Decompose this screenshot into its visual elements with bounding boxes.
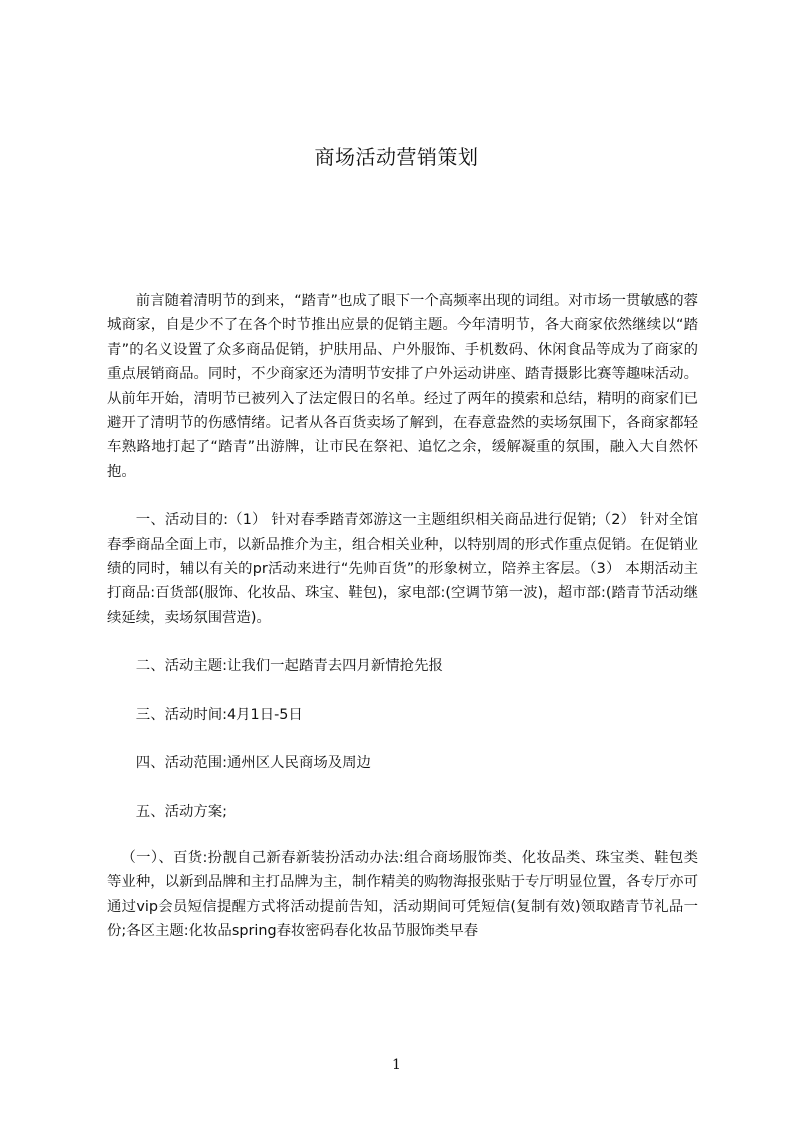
paragraph-activity-plan: 五、活动方案; [135,803,227,820]
document-title: 商场活动营销策划 [314,145,479,169]
paragraph-activity-purpose: 一、活动目的:（1） 针对春季踏青郊游这一主题组织相关商品进行促销;（2） 针对全馆春季商品全面上市，以新品推介为主，组合相关业种，以特别周的形式作重点促销。在促销业绩的同时，辅以有关的pr活动来进行“先帅百货”的形象树立，陪养主客层。（3） 本期活动主打商品:百货部(服饰、化妆品、珠宝、鞋包)，家电部:(空调节第一波)，超市部:(踏青节活动继续延续，卖场氛围营造)。 [107,512,698,626]
paragraph-activity-theme: 二、活动主题:让我们一起踏青去四月新情抢先报 [135,658,443,675]
page-number: 1 [392,1057,401,1073]
paragraph-activity-time: 三、活动时间:4月1日-5日 [135,706,303,723]
paragraph-activity-scope: 四、活动范围:通州区人民商场及周边 [135,755,371,772]
paragraph-preface: 前言随着清明节的到来，“踏青”也成了眼下一个高频率出现的词组。对市场一贯敏感的蓉城商家，自是少不了在各个时节推出应景的促销主题。今年清明节，各大商家依然继续以“踏青”的名义设置了众多商品促销，护肤用品、户外服饰、手机数码、休闲食品等成为了商家的重点展销商品。同时，不少商家还为清明节安排了户外运动讲座、踏青摄影比赛等趣味活动。从前年开始，清明节已被列入了法定假日的名单。经过了两年的摸索和总结，精明的商家们已避开了清明节的伤感情绪。记者从各百货卖场了解到，在春意盎然的卖场氛围下，各商家都轻车熟路地打起了“踏青”出游牌，让市民在祭祀、追忆之余，缓解凝重的氛围，融入大自然怀抱。 [107,293,698,480]
paragraph-department-store-plan: （一）、百货:扮靓自己新春新装扮活动办法:组合商场服饰类、化妆品类、珠宝类、鞋包类等业种，以新到品牌和主打品牌为主，制作精美的购物海报张贴于专厅明显位置，各专厅亦可通过vip会员短信提醒方式将活动提前告知，活动期间可凭短信(复制有效)领取踏青节礼品一份;各区主题:化妆品spring春妆密码春化妆品节服饰类早春 [107,849,698,940]
document-body [107,289,698,944]
